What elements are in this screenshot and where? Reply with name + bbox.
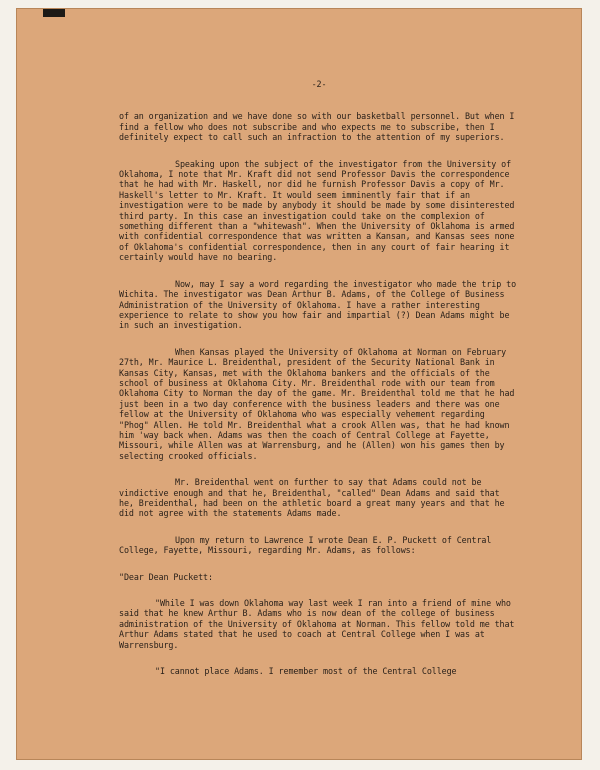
binder-clip (43, 9, 65, 17)
quoted-paragraph-1: "While I was down Oklahoma way last week I ran into a friend of mine who said that he knew Arthur B. Adams who is now dean of the college of business administration of the University of Oklahoma at Norman. This fellow told me that Arthur Adams stated that he used to coach at Central College when I was at Warrensburg. (119, 598, 515, 650)
paragraph-investigator: Speaking upon the subject of the investigator from the University of Oklahoma, I note that Mr. Kraft did not send Professor Davis the correspondence that he had with Mr. Haskell, nor did he furnish Professor Davis a copy of Mr. Haskell's letter to Mr. Kraft. It would seem imminently fair that if an investigation were to be made by anybody it should be made by some disinterested third party. In this case an investigation could take on the complexion of something different than a "whitewash". When the University of Oklahoma is armed with confidential correspondence that was written a Kansan, and Kansas sees none of Oklahoma's confidential correspondence, then in any court of fair hearing it certainly would have no bearing. (119, 158, 515, 263)
quoted-salutation: "Dear Dean Puckett: (119, 571, 213, 582)
paragraph-wichita-trip: Now, may I say a word regarding the investigator who made the trip to Wichita. The investigator was Dean Arthur B. Adams, of the College of Business Administration of the University of Oklahoma. I have a rather interesting experience to relate to show you how fair and impartial (?) Dean Adams might be in such an investigation. (119, 278, 517, 331)
quoted-paragraph-2: "I cannot place Adams. I remember most of the Central College (155, 666, 457, 677)
letter-body (119, 79, 519, 692)
paragraph-norman-game: When Kansas played the University of Oklahoma at Norman on February 27th, Mr. Maurice L. Breidenthal, president of the Security National Bank in Kansas City, Kansas, met with the Oklahoma bankers and the officials of the school of business at Oklahoma City. Mr. Breidenthal rode with our team from Oklahoma City to Norman the day of the game. Mr. Breidenthal told me that he had just been in a two day conference with the business leaders and there was one fellow at the University of Oklahoma who was especially vehement regarding "Phog" Allen. He told Mr. Breidenthal what a crook Allen was, that he had known him 'way back when. Adams was then the coach of Central College at Fayette, Missouri, while Allen was at Warrensburg, and he (Allen) won his games then by selecting crooked officials. (119, 346, 515, 461)
paragraph-breidenthal: Mr. Breidenthal went on further to say that Adams could not be vindictive enough and that he, Breidenthal, "called" Dean Adams and said that he, Breidenthal, had been on the athletic board a great many years and that he did not agree with the statements Adams made. (119, 477, 505, 519)
paragraph-continuation: of an organization and we have done so with our basketball personnel. But when I find a fellow who does not subscribe and who expects me to subscribe, then I definitely expect to call such an infraction to the attention of my superiors. (119, 111, 515, 143)
page-number: -2- (311, 79, 327, 89)
document-page (16, 8, 582, 760)
paragraph-return-lawrence: Upon my return to Lawrence I wrote Dean E. P. Puckett of Central College, Fayette, Missouri, regarding Mr. Adams, as follows: (119, 534, 492, 556)
